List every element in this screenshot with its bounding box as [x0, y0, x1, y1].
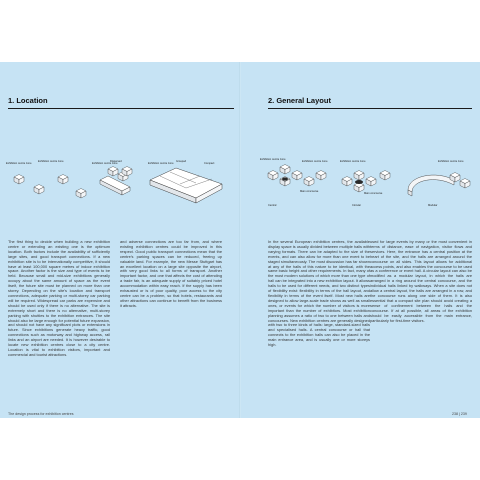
- diagram-label: Exhibition centre zone: [302, 160, 328, 163]
- diagram-label: Central: [268, 204, 277, 207]
- diagram-label: Exhibition centre zone: [148, 162, 174, 165]
- diagram-label: Main concourse: [300, 190, 319, 193]
- grouped-layout-diagram: [100, 167, 132, 196]
- svg-text:Exhibition centre zone: [260, 157, 286, 161]
- svg-text:Modular: [428, 203, 438, 207]
- circular-layout-diagram: [342, 171, 390, 193]
- diagram-label: Exhibition centre zone: [438, 160, 464, 163]
- central-layout-diagram: [268, 165, 326, 187]
- svg-text:Exhibition centre zone: [302, 159, 328, 163]
- diagram-label: Exhibition centre zone: [38, 160, 64, 163]
- svg-text:Exhibition centre zone: [340, 159, 366, 163]
- svg-text:Compact: [204, 161, 215, 165]
- left-body-column-2: and adverse connections are too far from, and where existing exhibition centres could be improved in this respect. Good public transport connections mean that the centre's parking spaces can be reduced, freeing up valuable land. For example, the new Messe Stuttgart has an excellent location on a large site opposite the airport, with very good links to all forms of transport. Another important factor, and one that affects the cost of attending a trade fair, is an adequate supply of suitably priced hotel accommodation within easy reach. If the supply has been exhausted or is of poor quality, poor access to the city centre can be a problem, so that hotels, restaurants and other attractions can continue to benefit from the business it attracts.: [120, 240, 222, 308]
- right-page-title: 2. General Layout: [268, 96, 331, 105]
- diagram-label: Exhibition centre zone: [340, 160, 366, 163]
- left-footer: The design process for exhibition centres: [8, 412, 74, 416]
- svg-text:Main concourse: [364, 191, 383, 195]
- right-body-column-1: In the several European exhibition centres, the available display space is usually divided between multiple halls with varying formats. There can be adapted to the size of the events, and can also allow for more than one event to be staged simultaneously. The most discussion has far shown at any of the halls of this nature to be identical, with the same basic height and other requirements. In fact, many of the most modern solutions of which more than one type of hall can be integrated into a new exhibition layout. It allows halls to be used for different needs, and two distinct types of flexibility exist: flexibility in terms of the hall layout, and flexibility in terms of the event itself. Most new halls are designed to allow large-scale trade shows as well as small ones, or events for which the number of visitors is more important than the number of exhibitors. Most exhibition planning assumes a ratio of two to one between halls and concourses. New exhibition centres are generally designed with two to three kinds of halls: large, standard-sized halls and specialised halls. A central concourse or hall that connects to the exhibition halls can also be placed in the main entrance area, and is usually one or more storeys high.: [268, 240, 370, 348]
- svg-text:Grouped: [176, 159, 187, 163]
- svg-text:Central: [268, 203, 277, 207]
- compact-layout-diagram: [150, 168, 222, 203]
- svg-text:Exhibition centre zone: [438, 159, 464, 163]
- dispersed-layout-diagram: [14, 175, 86, 199]
- svg-text:Main concourse: [300, 189, 319, 193]
- book-gutter: [239, 62, 241, 418]
- svg-text:Exhibition centre zone: [38, 159, 64, 163]
- left-page-title: 1. Location: [8, 96, 48, 105]
- right-body-column-2: used for large events by many or the most convenient in terms of distance, ease of navigation, visitor flows and services. Here, the entrance has a central position at the heart of the site, and the halls are arranged around the concourse on all sides. This layout allows for additional access points, and also enables the concourse to be used as a conference or event hall. A circular layout can also be modified as a modular layout, in which the halls are arranged in a ring around the central concourse, and the individual halls linked by walkways. When a site does not allow a central layout, the halls are arranged in a row, and the concourse runs along one side of them. It is also essential that a compact site plan should avoid creating a sense of confinement between the halls and the concourse. If at all possible, all areas of the exhibition should be easily accessible from the main entrance, particularly for first-time visitors.: [370, 240, 472, 323]
- diagram-label: Exhibition centre zone: [260, 158, 286, 161]
- diagram-label: Dispersed: [110, 160, 122, 163]
- svg-text:Exhibition centre zone: [148, 161, 174, 165]
- svg-text:Dispersed: [110, 159, 122, 163]
- location-diagram: [0, 146, 240, 216]
- svg-text:Exhibition centre zone: [6, 161, 32, 165]
- svg-text:Circular: [352, 203, 361, 207]
- left-body-column-1: The first thing to decide when building a new exhibition centre or extending an existing one is the optimum location. Both factors include the availability of sufficiently large sites, and good transport connections. If a new exhibition site is to be internationally competitive, it should have at least 100,000 square metres of indoor exhibition space. Another factor is the size and type of events to be held. Because small and mid-size exhibitions generally occupy about the same amount of space as the event itself, the future site must be planned on more than one storey. Depending on the site's location and transport connections, adequate parking or multi-storey car parking will be required. Widespread car parks are expensive and should be used only if there is no alternative. The site is extremely short and there is no alternative, multi-storey parking with shuttles to the exhibition entrances. The site should also be large enough for potential future expansion, and should not have any significant plots or extensions in future. Since exhibitions generate heavy traffic, good connections such as motorway and highway access, rail links and an airport are needed. It is however desirable to locate new exhibition centres close to a city centre. Location is vital to exhibition visitors, important and commercial and tourist attractions.: [8, 240, 110, 357]
- modular-layout-diagram: [408, 173, 470, 197]
- diagram-label: Modular: [428, 204, 438, 207]
- general-layout-diagram: [240, 146, 480, 216]
- left-title-rule: [8, 108, 234, 109]
- diagram-label: Grouped: [176, 160, 187, 163]
- diagram-label: Compact: [204, 162, 215, 165]
- diagram-label: Main concourse: [364, 192, 383, 195]
- right-title-rule: [268, 108, 472, 109]
- book-spread: [0, 62, 480, 418]
- right-footer: 238 | 239: [452, 412, 467, 416]
- diagram-label: Circular: [352, 204, 361, 207]
- diagram-label: Exhibition centre zone: [6, 162, 32, 165]
- diagram-label: Exhibition centre zone: [92, 162, 118, 165]
